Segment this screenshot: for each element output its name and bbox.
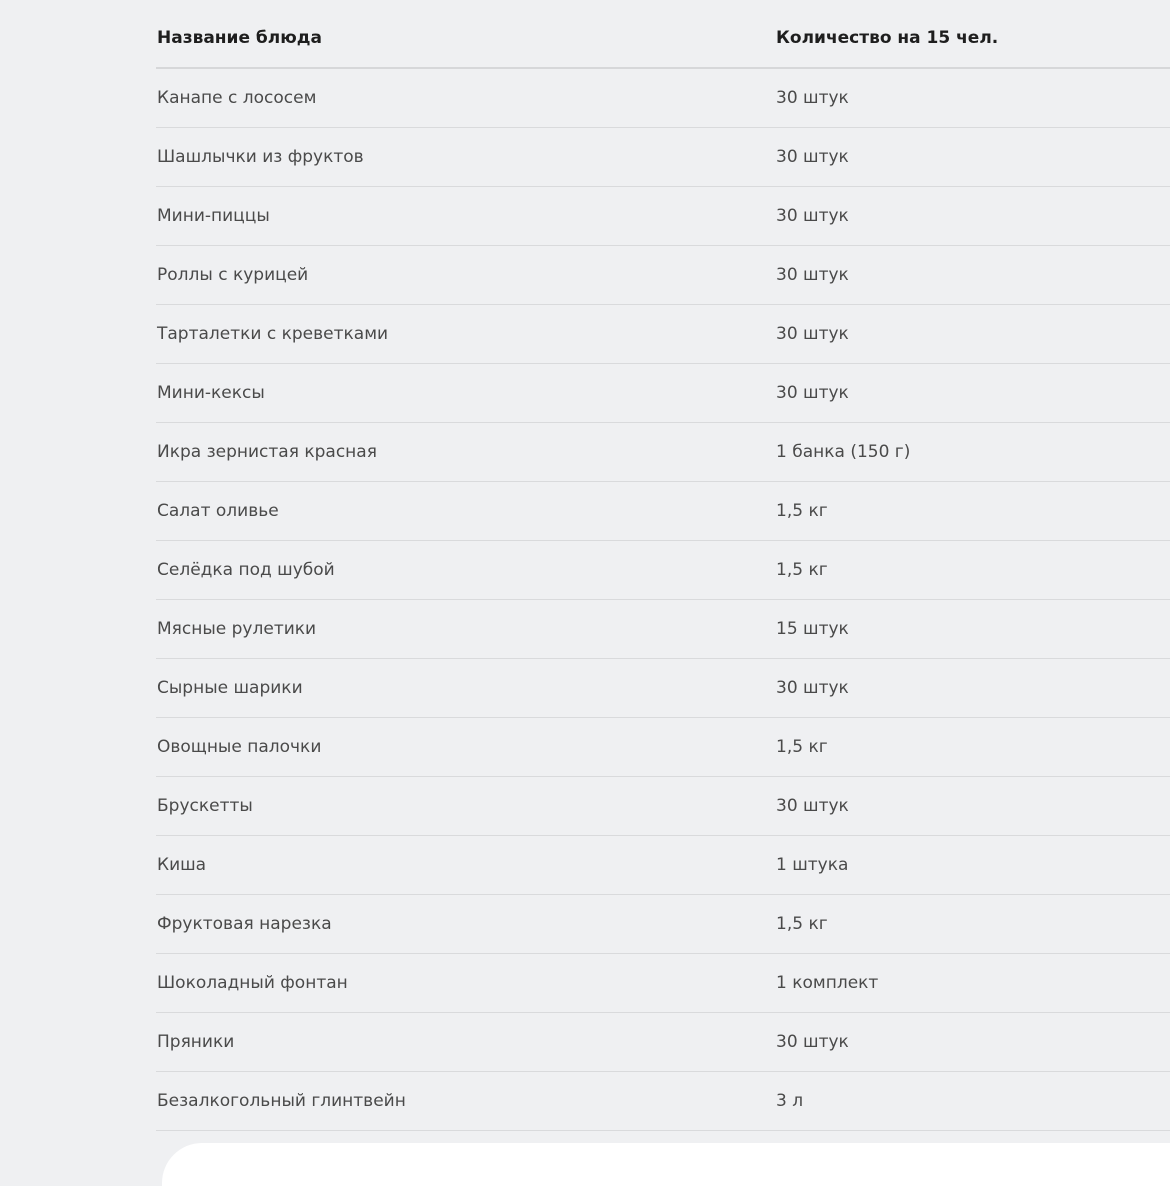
dish-name-cell: Мини-кексы: [157, 382, 265, 403]
table-row: [156, 68, 1170, 127]
table-header-row: [156, 8, 1170, 68]
quantity-cell: 1 банка (150 г): [776, 441, 911, 462]
quantity-cell: 1,5 кг: [776, 913, 828, 934]
table-body: [156, 68, 1170, 1130]
table-row: [156, 422, 1170, 481]
table-row: [156, 717, 1170, 776]
dish-name-cell: Пряники: [157, 1031, 235, 1052]
next-content-card: [162, 1143, 1170, 1186]
quantity-cell: 30 штук: [776, 382, 849, 403]
quantity-cell: 30 штук: [776, 677, 849, 698]
table-row: [156, 363, 1170, 422]
dish-name-cell: Селёдка под шубой: [157, 559, 335, 580]
quantity-cell: 15 штук: [776, 618, 849, 639]
quantity-cell: 1,5 кг: [776, 736, 828, 757]
table-row: [156, 1012, 1170, 1071]
table-row: [156, 599, 1170, 658]
table-row: [156, 186, 1170, 245]
quantity-cell: 30 штук: [776, 264, 849, 285]
table-row: [156, 304, 1170, 363]
quantity-cell: 30 штук: [776, 323, 849, 344]
quantity-cell: 30 штук: [776, 87, 849, 108]
dish-name-cell: Овощные палочки: [157, 736, 322, 757]
table-row: [156, 835, 1170, 894]
table-row: [156, 953, 1170, 1012]
quantity-cell: 30 штук: [776, 1031, 849, 1052]
dish-name-cell: Салат оливье: [157, 500, 279, 521]
table-row: [156, 1071, 1170, 1130]
column-header-quantity: Количество на 15 чел.: [776, 27, 999, 48]
table-row: [156, 776, 1170, 835]
table-row: [156, 481, 1170, 540]
quantity-cell: 30 штук: [776, 205, 849, 226]
quantity-cell: 30 штук: [776, 146, 849, 167]
table-row: [156, 245, 1170, 304]
quantity-cell: 30 штук: [776, 795, 849, 816]
quantity-cell: 3 л: [776, 1090, 804, 1111]
dish-name-cell: Мини-пиццы: [157, 205, 270, 226]
dish-name-cell: Брускетты: [157, 795, 253, 816]
table-row: [156, 658, 1170, 717]
quantity-cell: 1 комплект: [776, 972, 879, 993]
dish-name-cell: Шоколадный фонтан: [157, 972, 348, 993]
dish-name-cell: Роллы с курицей: [157, 264, 309, 285]
quantity-cell: 1,5 кг: [776, 559, 828, 580]
dish-name-cell: Киша: [157, 854, 207, 875]
dish-name-cell: Икра зернистая красная: [157, 441, 377, 462]
dish-name-cell: Безалкогольный глинтвейн: [157, 1090, 406, 1111]
table-row: [156, 127, 1170, 186]
quantity-cell: 1 штука: [776, 854, 849, 875]
column-header-dish: Название блюда: [157, 27, 322, 48]
dish-name-cell: Мясные рулетики: [157, 618, 317, 639]
menu-quantity-table: [156, 8, 1170, 1131]
table-row: [156, 894, 1170, 953]
table-row: [156, 540, 1170, 599]
quantity-cell: 1,5 кг: [776, 500, 828, 521]
dish-name-cell: Канапе с лососем: [157, 87, 317, 108]
dish-name-cell: Фруктовая нарезка: [157, 913, 332, 934]
table-header: [156, 8, 1170, 68]
dish-name-cell: Шашлычки из фруктов: [157, 146, 364, 167]
dish-name-cell: Сырные шарики: [157, 677, 303, 698]
dish-name-cell: Тарталетки с креветками: [157, 323, 389, 344]
